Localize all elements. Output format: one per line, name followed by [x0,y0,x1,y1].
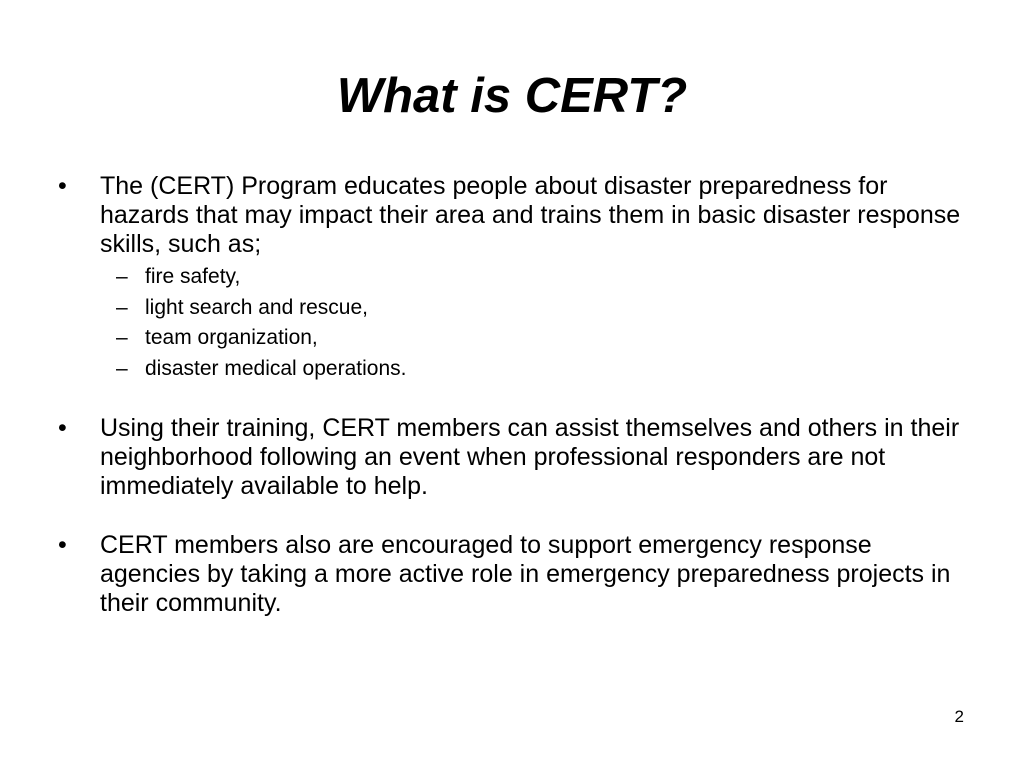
dash-marker: – [116,265,128,288]
sub-bullet-item [100,354,978,385]
dash-marker: – [116,356,128,380]
bullet-marker: • [58,172,67,200]
slide-body [58,172,978,618]
bullet-item [58,172,978,384]
page-number: 2 [954,707,964,726]
bullet-marker: • [58,414,67,442]
bullet-text: The (CERT) Program educates people about disaster preparedness for hazards that may impact their area and trains them in basic disaster response skills, such as; [100,172,961,258]
sub-bullet-list [100,262,978,384]
sub-bullet-text: fire safety, [145,265,241,288]
sub-bullet-text: team organization, [145,326,318,349]
bullet-marker: • [58,531,67,559]
slide-title: What is CERT? [336,69,688,123]
sub-bullet-item [100,293,978,324]
bullet-text: CERT members also are encouraged to support emergency response agencies by taking a more active role in emergency preparedness projects in their community. [100,531,951,617]
dash-marker: – [116,295,128,319]
bullet-item [58,414,978,501]
bullet-item [58,531,978,618]
sub-bullet-item [100,323,978,354]
sub-bullet-item [100,262,978,293]
dash-marker: – [116,326,128,349]
sub-bullet-text: disaster medical operations. [145,356,407,380]
sub-bullet-text: light search and rescue, [145,295,368,319]
bullet-text: Using their training, CERT members can assist themselves and others in their neighborhood following an event when professional responders are not immediately available to help. [100,414,960,500]
